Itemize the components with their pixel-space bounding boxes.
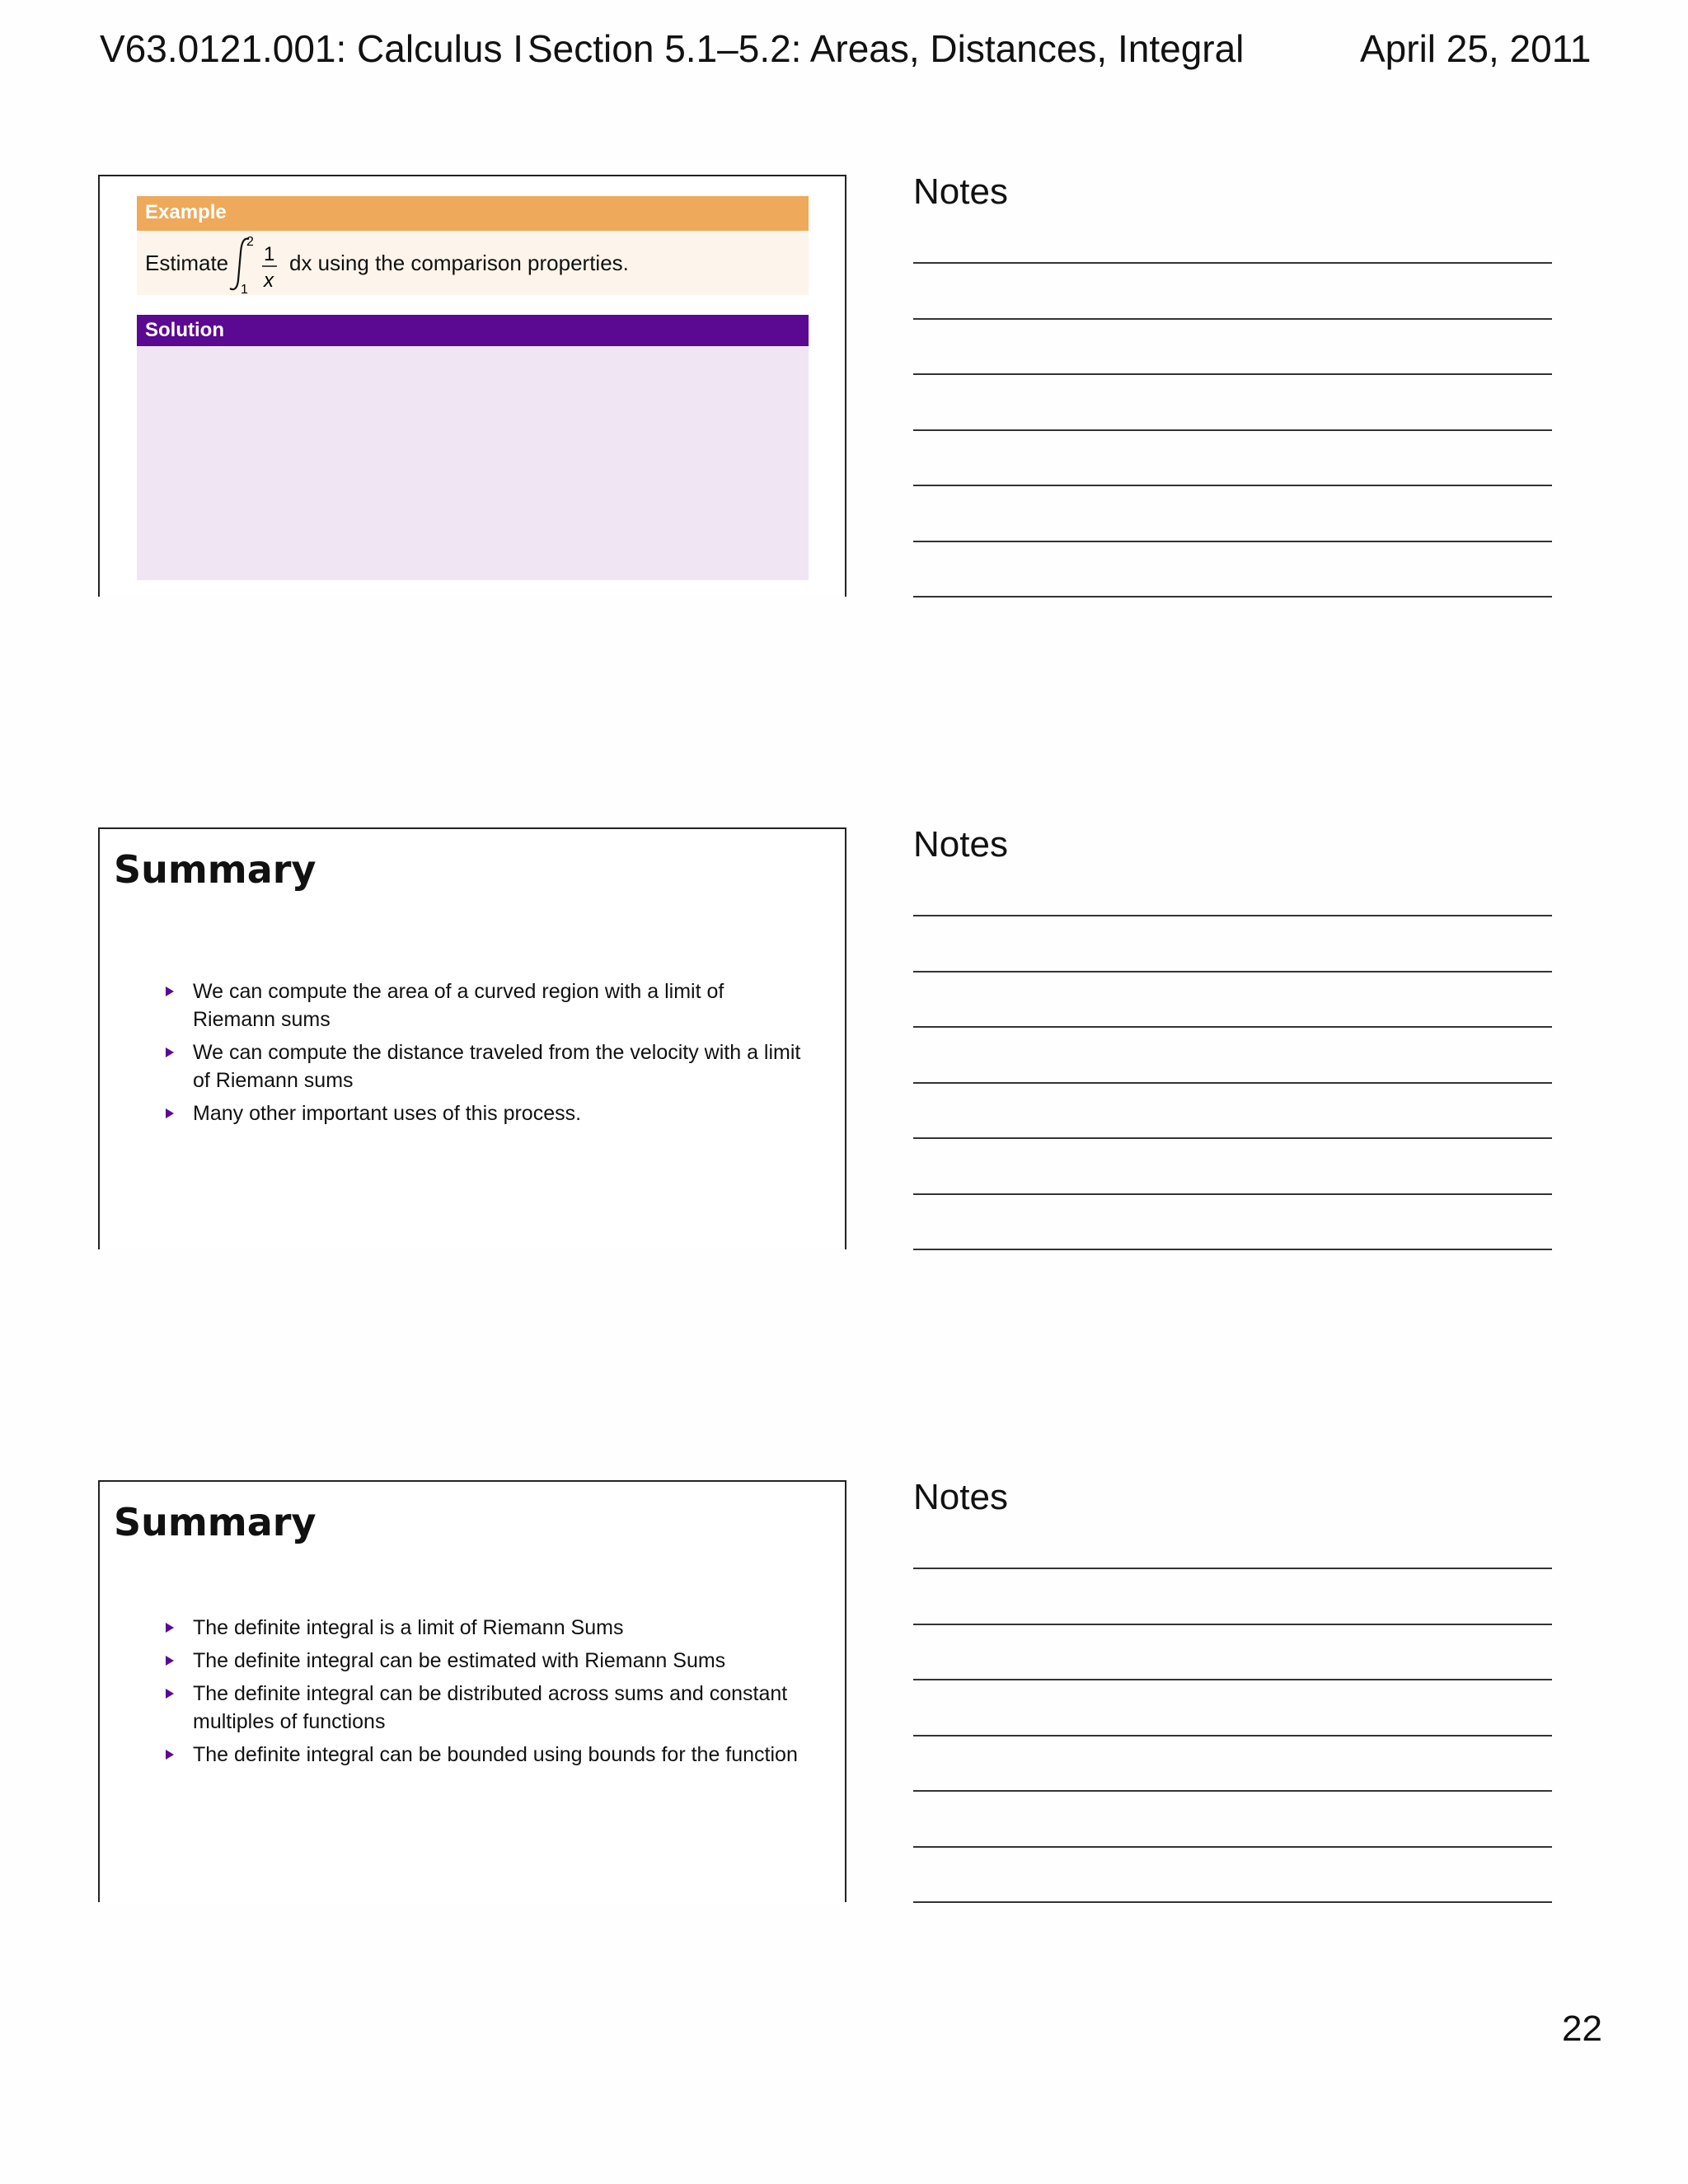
example-text-before: Estimate bbox=[145, 251, 229, 275]
slide-title: Summary bbox=[114, 847, 316, 892]
header-section: Section 5.1–5.2: Areas, Distances, Integral bbox=[528, 27, 1245, 70]
bullet-item: Many other important uses of this process. bbox=[166, 1099, 809, 1127]
slide-summary-2 bbox=[98, 1480, 846, 1902]
note-line bbox=[913, 318, 1552, 320]
bullet-item: The definite integral can be estimated with Riemann Sums bbox=[166, 1647, 809, 1675]
note-line bbox=[913, 1193, 1552, 1195]
slide-title: Summary bbox=[114, 1500, 316, 1544]
bullet-triangle-icon bbox=[166, 1656, 174, 1666]
note-line bbox=[913, 1846, 1552, 1848]
integral-upper-bound: 2 bbox=[246, 235, 254, 249]
bullet-item: We can compute the distance traveled from the velocity with a limit of Riemann sums bbox=[166, 1038, 809, 1094]
notes-title: Notes bbox=[913, 1477, 1008, 1517]
bullet-list bbox=[166, 1614, 809, 1774]
fraction-numerator: 1 bbox=[264, 243, 275, 265]
note-line bbox=[913, 971, 1552, 972]
example-label: Example bbox=[137, 196, 809, 231]
bullet-item: We can compute the area of a curved region with a limit of Riemann sums bbox=[166, 977, 809, 1033]
note-line bbox=[913, 1137, 1552, 1139]
example-body bbox=[137, 231, 809, 295]
note-line bbox=[913, 429, 1552, 431]
note-line bbox=[913, 1735, 1552, 1736]
bullet-list bbox=[166, 977, 809, 1132]
bullet-item: The definite integral can be bounded using bounds for the function bbox=[166, 1741, 809, 1769]
integral-lower-bound: 1 bbox=[241, 283, 248, 295]
example-text-after: dx using the comparison properties. bbox=[289, 251, 629, 275]
note-line bbox=[913, 1790, 1552, 1792]
bullet-triangle-icon bbox=[166, 1689, 174, 1699]
note-line bbox=[913, 262, 1552, 264]
bullet-triangle-icon bbox=[166, 1623, 174, 1633]
bullet-triangle-icon bbox=[166, 1047, 174, 1057]
note-line bbox=[913, 1249, 1552, 1250]
bullet-triangle-icon bbox=[166, 987, 174, 996]
page-number: 22 bbox=[1562, 2008, 1602, 2049]
notes-title: Notes bbox=[913, 171, 1008, 212]
solution-label: Solution bbox=[137, 315, 809, 346]
note-line bbox=[913, 596, 1552, 598]
note-line bbox=[913, 485, 1552, 486]
note-line bbox=[913, 1026, 1552, 1028]
header-date: April 25, 2011 bbox=[1360, 27, 1592, 70]
note-line bbox=[913, 373, 1552, 375]
note-line bbox=[913, 541, 1552, 542]
note-line bbox=[913, 1901, 1552, 1903]
header-course: V63.0121.001: Calculus I bbox=[100, 27, 524, 70]
bullet-item: The definite integral can be distributed across sums and constant multiples of functions bbox=[166, 1680, 809, 1736]
integral-expression bbox=[227, 232, 290, 295]
bullet-triangle-icon bbox=[166, 1750, 174, 1760]
solution-body bbox=[137, 346, 809, 580]
note-line bbox=[913, 1679, 1552, 1680]
slide-example bbox=[98, 175, 846, 597]
note-line bbox=[913, 1082, 1552, 1084]
bullet-triangle-icon bbox=[166, 1108, 174, 1118]
notes-title: Notes bbox=[913, 824, 1008, 865]
fraction-denominator: x bbox=[264, 269, 274, 292]
slide-summary-1 bbox=[98, 827, 846, 1249]
bullet-item: The definite integral is a limit of Riemann Sums bbox=[166, 1614, 809, 1642]
note-line bbox=[913, 915, 1552, 916]
note-line bbox=[913, 1624, 1552, 1625]
note-line bbox=[913, 1568, 1552, 1569]
